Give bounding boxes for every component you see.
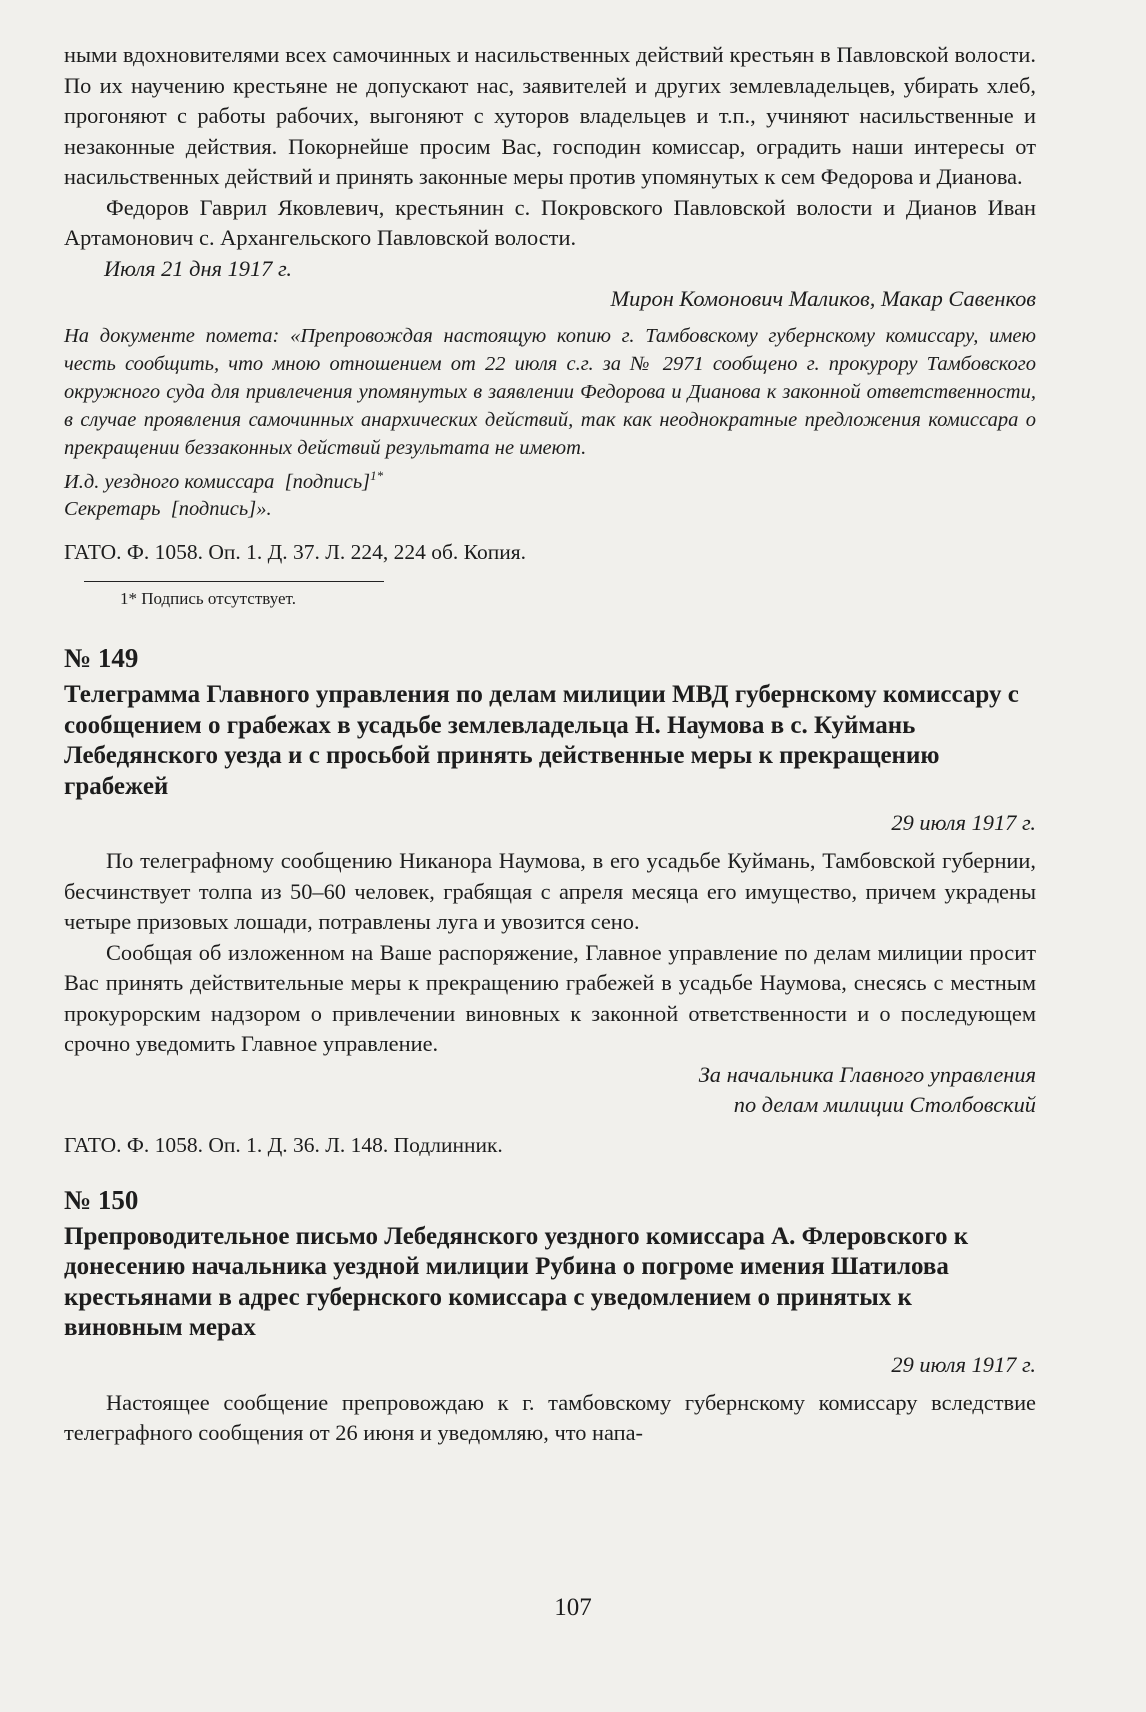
note-signature-title: И.д. уездного комиссара [64, 470, 275, 493]
footnote-divider [84, 581, 384, 582]
archival-note: На документе помета: «Препровождая настоящую копию г. Тамбовскому губернскому комиссару, имею честь сообщить, что мною отношением от 22 июля с.г. за № 2971 сообщено г. прокурору Тамбовского окружного суда для привлечения упомянутых в заявлении Федорова и Дианова к законной ответственности, в случае проявления самочинных анархических действий, так как неоднократные предложения комиссара о прекращении беззаконных действий результата не имеют. [64, 324, 1036, 459]
note-signature-placeholder: [подпись] [284, 470, 371, 493]
signature: За начальника Главного управления [698, 1061, 1036, 1087]
document-number: № 150 [64, 1184, 139, 1215]
footnote: 1* Подпись отсутствует. [120, 589, 296, 609]
paragraph: Федоров Гаврил Яковлевич, крестьянин с. Покровского Павловской волости и Дианов Иван Артамонович с. Архангельского Павловской волости. [64, 194, 1036, 250]
document-number: № 149 [64, 643, 139, 674]
note-signature-placeholder: [подпись]» [170, 498, 267, 521]
note-signature [64, 495, 1036, 523]
document-date: 29 июля 1917 г. [891, 810, 1036, 836]
signatures: Мирон Комонович Маликов, Макар Савенков [610, 285, 1036, 311]
paragraph: Настоящее сообщение препровождаю к г. тамбовскому губернскому комиссару вследствие телеграфного сообщения от 26 июня и уведомляю, что напа- [64, 1389, 1036, 1446]
document-heading: Препроводительное письмо Лебедянского уездного комиссара А. Флеровского к донесению начальника уездной милиции Рубина о погроме имения Шатилова крестьянами в адрес губернского комиссара с уведомлением о принятых к виновным мерах [64, 1222, 969, 1342]
archival-source: ГАТО. Ф. 1058. Оп. 1. Д. 36. Л. 148. Подлинник. [64, 1132, 503, 1157]
note-period: . [266, 498, 272, 521]
footnote-marker: 1* [370, 467, 384, 483]
paragraph: По телеграфному сообщению Никанора Наумова, в его усадьбе Куймань, Тамбовской губернии, бесчинствует толпа из 50–60 человек, грабящая с апреля месяца его имущество, причем украдены четыре призовых лошади, потравлены луга и увозится сено. [64, 848, 1036, 935]
paragraph: Сообщая об изложенном на Ваше распоряжение, Главное управление по делам милиции просит Вас принять действительные меры к прекращению грабежей в усадьбе Наумова, снесясь с местным прокурорским надзором о привлечении виновных к законной ответственности и о последующем срочно уведомить Главное управление. [64, 939, 1036, 1057]
signature: по делам милиции Столбовский [733, 1091, 1036, 1117]
note-signature [64, 462, 1036, 496]
document-date: 29 июля 1917 г. [891, 1351, 1036, 1377]
paragraph: ными вдохновителями всех самочинных и насильственных действий крестьян в Павловской волости. По их научению крестьяне не допускают нас, заявителей и других землевладельцев, убирать хлеб, прогоняют с работы рабочих, выгоняют с хуторов владельцев и т.п., учиняют насильственные и незаконные действия. Покорнейше просим Вас, господин комиссар, оградить наши интересы от насильственных действий и принять законные меры против упомянутых к сем Федорова и Дианова. [64, 42, 1036, 189]
document-date: Июля 21 дня 1917 г. [104, 255, 293, 281]
archival-source: ГАТО. Ф. 1058. Оп. 1. Д. 37. Л. 224, 224 об. Копия. [64, 540, 526, 565]
page-number: 107 [554, 1594, 592, 1621]
note-signature-title: Секретарь [64, 498, 161, 521]
document-heading: Телеграмма Главного управления по делам милиции МВД губернскому комиссару с сообщением о грабежах в усадьбе землевладельца Н. Наумова в с. Куймань Лебедянского уезда и с просьбой принять действенные меры к прекращению грабежей [64, 681, 1019, 800]
